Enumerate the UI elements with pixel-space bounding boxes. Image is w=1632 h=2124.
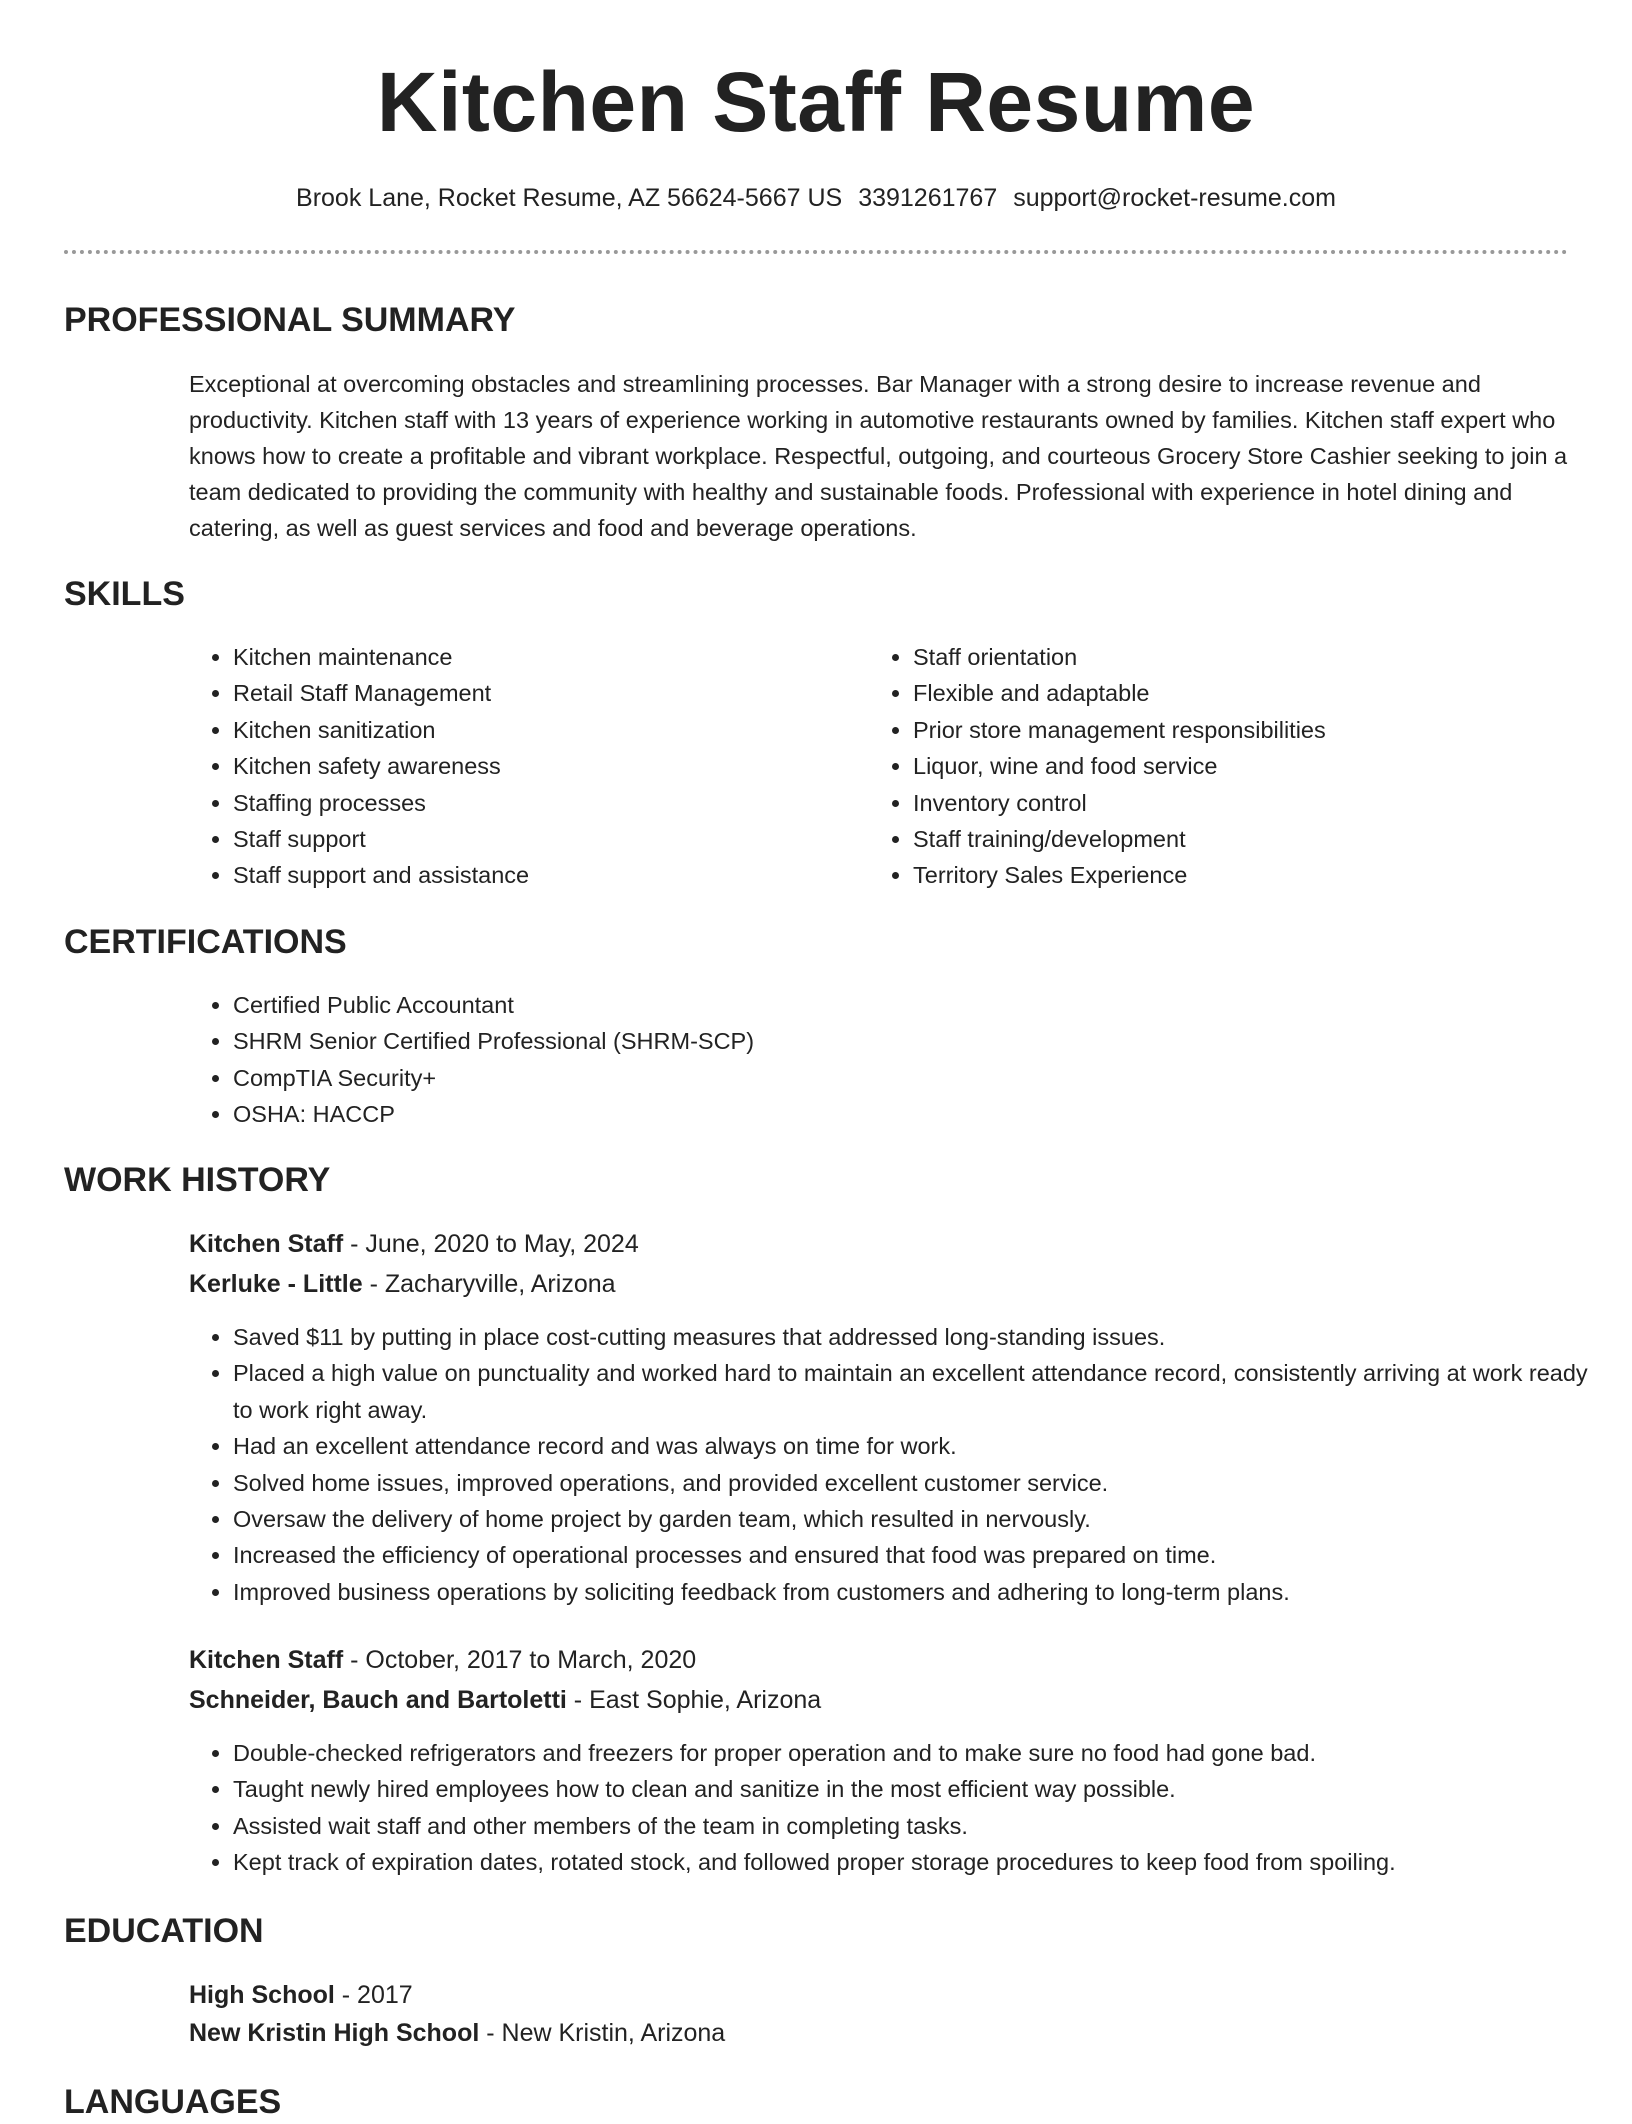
skills-list-left	[189, 639, 853, 894]
job-title: Kitchen Staff	[189, 1646, 344, 1674]
education-school: New Kristin High School	[189, 2019, 480, 2047]
skill-item: • Staffing processes	[233, 785, 853, 821]
job-bullet: • Increased the efficiency of operational processes and ensured that food was prepared on time.	[233, 1537, 1613, 1573]
education-year: - 2017	[334, 1981, 413, 2009]
contact-line	[0, 180, 1632, 216]
skill-item: • Staff support	[233, 821, 853, 857]
certification-item: • CompTIA Security+	[233, 1060, 1593, 1096]
skill-item: • Prior store management responsibilities	[913, 712, 1593, 748]
skill-item: • Territory Sales Experience	[913, 857, 1593, 893]
section-title-education: EDUCATION	[64, 1912, 264, 1950]
contact-email: support@rocket-resume.com	[1013, 184, 1336, 212]
section-title-certifications: CERTIFICATIONS	[64, 923, 347, 961]
education-school-line	[189, 2015, 725, 2051]
certifications-list	[189, 987, 1593, 1133]
header-divider	[64, 250, 1568, 254]
contact-phone: 3391261767	[858, 184, 998, 212]
skill-item: • Kitchen maintenance	[233, 639, 853, 675]
job-bullets	[189, 1319, 1613, 1610]
skill-item: • Kitchen safety awareness	[233, 748, 853, 784]
section-title-work-history: WORK HISTORY	[64, 1161, 331, 1199]
contact-address: Brook Lane, Rocket Resume, AZ 56624-5667 US	[296, 184, 843, 212]
skill-item: • Liquor, wine and food service	[913, 748, 1593, 784]
section-title-languages: LANGUAGES	[64, 2083, 282, 2121]
job-company-line	[189, 1266, 616, 1302]
job-bullet: • Oversaw the delivery of home project by garden team, which resulted in nervously.	[233, 1501, 1613, 1537]
job-title-line	[189, 1642, 696, 1678]
skill-item: • Staff orientation	[913, 639, 1593, 675]
job-bullets	[189, 1735, 1613, 1881]
skill-item: • Retail Staff Management	[233, 675, 853, 711]
job-bullet: • Improved business operations by soliciting feedback from customers and adhering to long-term plans.	[233, 1574, 1613, 1610]
job-bullet: • Taught newly hired employees how to clean and sanitize in the most efficient way possible.	[233, 1771, 1613, 1807]
skill-item: • Flexible and adaptable	[913, 675, 1593, 711]
job-bullet: • Kept track of expiration dates, rotated stock, and followed proper storage procedures to keep food from spoiling.	[233, 1844, 1613, 1880]
job-company: Kerluke - Little	[189, 1270, 363, 1298]
job-bullet: • Saved $11 by putting in place cost-cutting measures that addressed long-standing issues.	[233, 1319, 1613, 1355]
skill-item: • Staff training/development	[913, 821, 1593, 857]
job-bullet: • Double-checked refrigerators and freezers for proper operation and to make sure no food had gone bad.	[233, 1735, 1613, 1771]
certification-item: • Certified Public Accountant	[233, 987, 1593, 1023]
education-degree: High School	[189, 1981, 335, 2009]
job-location: - East Sophie, Arizona	[566, 1686, 822, 1714]
job-title-line	[189, 1226, 639, 1262]
job-location: - Zacharyville, Arizona	[362, 1270, 616, 1298]
certification-item: • OSHA: HACCP	[233, 1096, 1593, 1132]
job-bullet: • Placed a high value on punctuality and worked hard to maintain an excellent attendance record, consistently arriving at work ready to work right away.	[233, 1355, 1613, 1428]
job-company-line	[189, 1682, 821, 1718]
job-bullet: • Had an excellent attendance record and was always on time for work.	[233, 1428, 1613, 1464]
skill-item: • Kitchen sanitization	[233, 712, 853, 748]
job-title: Kitchen Staff	[189, 1230, 344, 1258]
education-location: - New Kristin, Arizona	[479, 2019, 726, 2047]
skill-item: • Inventory control	[913, 785, 1593, 821]
job-dates: - October, 2017 to March, 2020	[343, 1646, 697, 1674]
summary-text: Exceptional at overcoming obstacles and streamlining processes. Bar Manager with a strong desire to increase revenue and productivity. Kitchen staff with 13 years of experience working in automotive restaurants owned by families. Kitchen staff expert who knows how to create a profitable and vibrant workplace. Respectful, outgoing, and courteous Grocery Store Cashier seeking to join a team dedicated to providing the community with healthy and sustainable foods. Professional with experience in hotel dining and catering, as well as guest services and food and beverage operations.	[189, 371, 1568, 541]
certification-item: • SHRM Senior Certified Professional (SHRM-SCP)	[233, 1023, 1593, 1059]
job-dates: - June, 2020 to May, 2024	[343, 1230, 639, 1258]
skill-item: • Staff support and assistance	[233, 857, 853, 893]
section-title-summary: PROFESSIONAL SUMMARY	[64, 301, 516, 339]
skills-list-right	[869, 639, 1593, 894]
resume-title: Kitchen Staff Resume	[376, 55, 1256, 149]
job-bullet: • Solved home issues, improved operations, and provided excellent customer service.	[233, 1465, 1613, 1501]
job-company: Schneider, Bauch and Bartoletti	[189, 1686, 567, 1714]
job-bullet: • Assisted wait staff and other members of the team in completing tasks.	[233, 1808, 1613, 1844]
education-degree-line	[189, 1977, 413, 2013]
section-title-skills: SKILLS	[64, 575, 185, 613]
